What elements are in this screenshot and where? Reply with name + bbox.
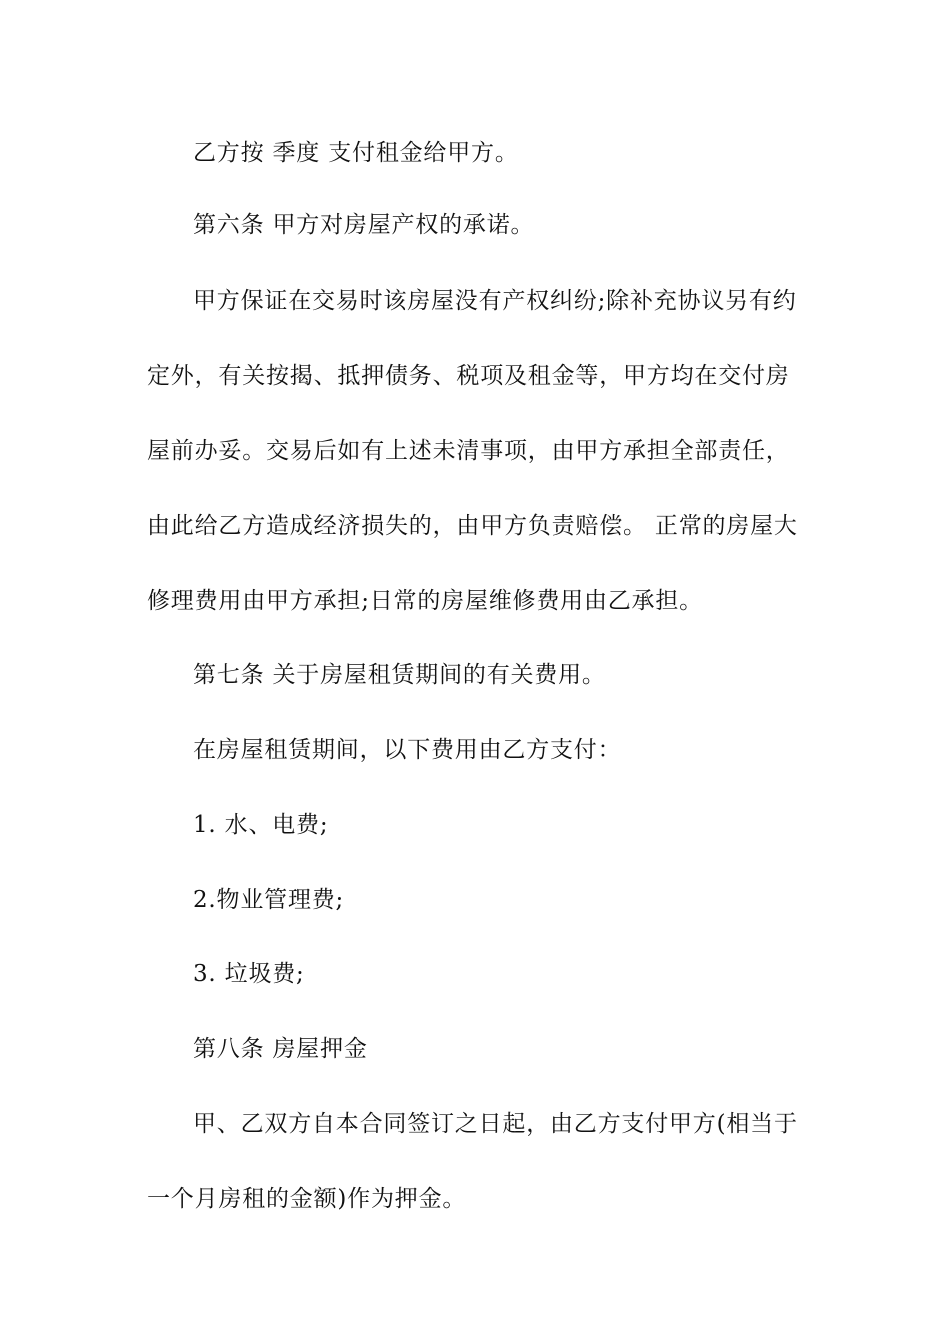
article-8-line-1: 甲、乙双方自本合同签订之日起，由乙方支付甲方(相当于 bbox=[193, 1111, 798, 1137]
article-7-intro: 在房屋租赁期间，以下费用由乙方支付： bbox=[193, 737, 622, 763]
fee-item-3: 3. 垃圾费; bbox=[193, 961, 305, 987]
article-6-line-3: 屋前办妥。交易后如有上述未清事项，由甲方承担全部责任， bbox=[147, 438, 790, 464]
article-7-heading: 第七条 关于房屋租赁期间的有关费用。 bbox=[193, 662, 606, 688]
fee-item-1: 1. 水、电费; bbox=[193, 812, 329, 838]
article-6-line-5: 修理费用由甲方承担;日常的房屋维修费用由乙承担。 bbox=[147, 588, 703, 614]
fee-item-2: 2.物业管理费; bbox=[193, 887, 345, 913]
article-8-line-2: 一个月房租的金额)作为押金。 bbox=[147, 1186, 467, 1212]
article-6-line-1: 甲方保证在交易时该房屋没有产权纠纷;除补充协议另有约 bbox=[193, 288, 797, 314]
article-8-heading: 第八条 房屋押金 bbox=[193, 1036, 368, 1062]
article-6-line-2: 定外，有关按揭、抵押债务、税项及租金等，甲方均在交付房 bbox=[147, 363, 790, 389]
paragraph-rent-payment: 乙方按 季度 支付租金给甲方。 bbox=[193, 140, 519, 166]
article-6-heading: 第六条 甲方对房屋产权的承诺。 bbox=[193, 212, 535, 238]
article-6-line-4: 由此给乙方造成经济损失的，由甲方负责赔偿。 正常的房屋大 bbox=[147, 513, 798, 539]
